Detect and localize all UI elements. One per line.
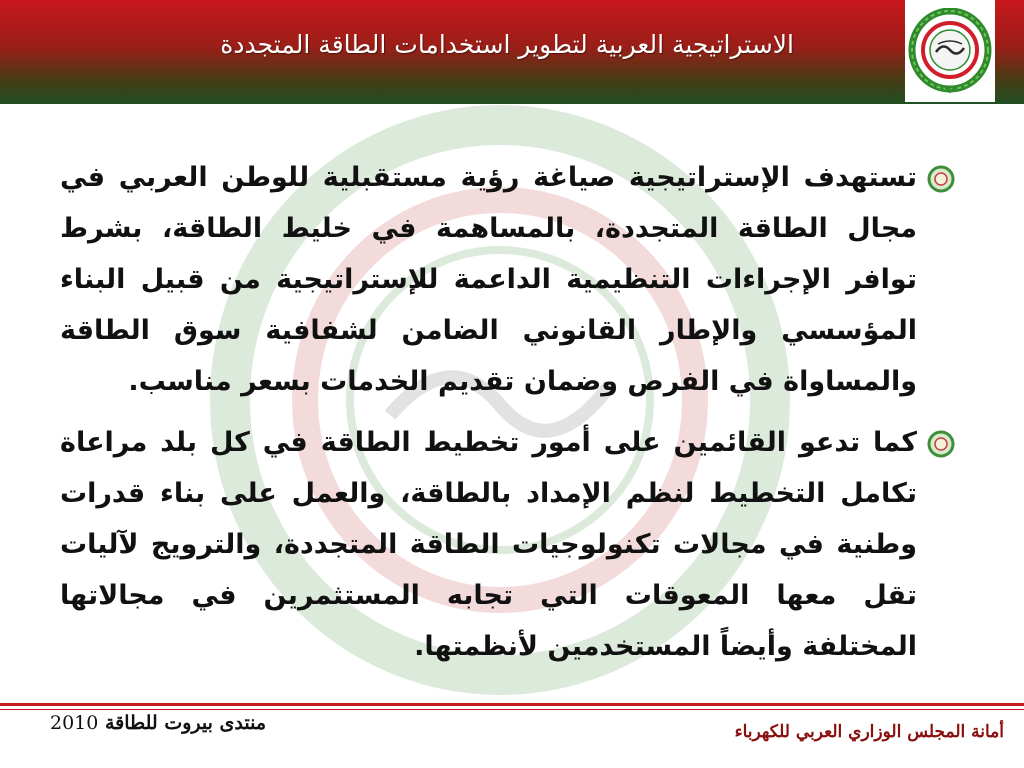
arab-league-emblem-icon (908, 8, 992, 94)
slide-title: الاستراتيجية العربية لتطوير استخدامات الطاقة المتجددة (220, 30, 794, 59)
paragraph-text: كما تدعو القائمين على أمور تخطيط الطاقة في كل بلد مراعاة تكامل التخطيط لنظم الإمداد بالطاقة، والعمل على بناء قدرات وطنية في مجالات تكنولوجيات الطاقة المتجددة، والترويج لآليات تقل معها المعوقات التي تجابه المستثمرين في مجالاتها المختلفة وأيضاً المستخدمين لأنظمتها. (60, 427, 917, 662)
footer-forum-text: منتدى بيروت للطاقة (104, 712, 266, 734)
footer-secretariat: أمانة المجلس الوزاري العربي للكهرباء (734, 722, 1004, 742)
emblem-bullet-icon (927, 165, 955, 193)
bullet-paragraph (60, 152, 957, 407)
footer-year: 2010 (50, 712, 99, 734)
slide-header (0, 0, 1024, 104)
footer-forum (50, 712, 266, 734)
footer-divider (0, 703, 1024, 706)
logo-container (905, 0, 995, 102)
paragraph-text: تستهدف الإستراتيجية صياغة رؤية مستقبلية للوطن العربي في مجال الطاقة المتجددة، بالمساهمة في خليط الطاقة، بشرط توافر الإجراءات التنظيمية الداعمة للإستراتيجية من قبيل البناء المؤسسي والإطار القانوني الضامن لشفافية سوق الطاقة والمساواة في الفرص وضمان تقديم الخدمات بسعر مناسب. (60, 162, 917, 397)
bullet-paragraph (60, 417, 957, 672)
footer-divider-thin (0, 709, 1024, 710)
slide-content (60, 152, 957, 682)
emblem-bullet-icon (927, 430, 955, 458)
